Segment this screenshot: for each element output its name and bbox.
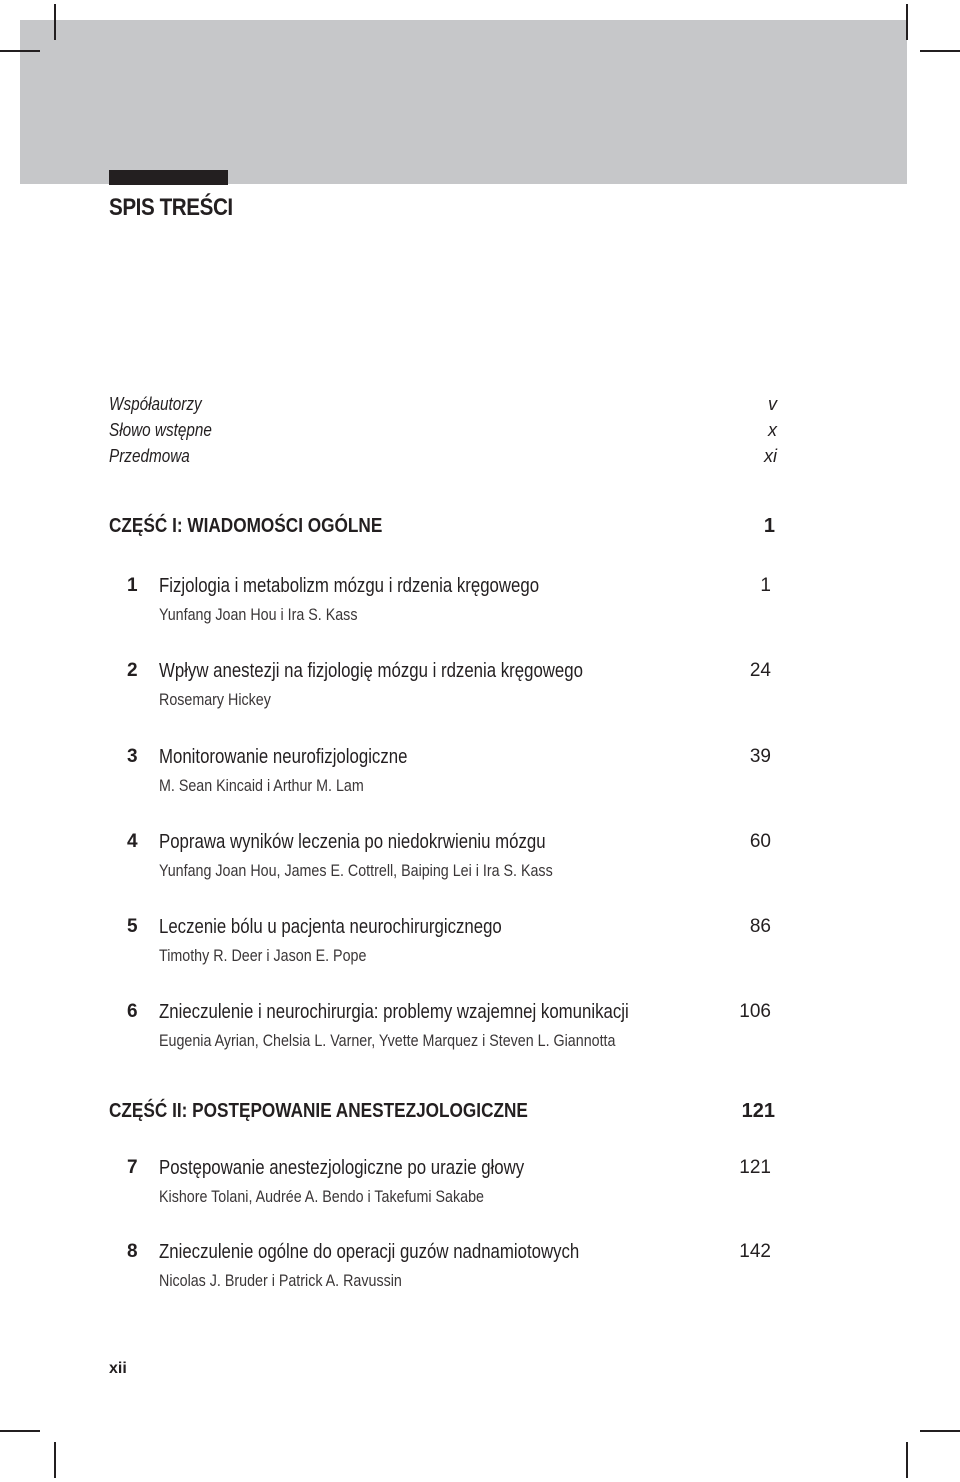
chapter-authors: Timothy R. Deer i Jason E. Pope xyxy=(159,946,367,965)
chapter-page: 121 xyxy=(739,1157,771,1178)
toc-front-entry[interactable] xyxy=(109,446,777,472)
toc-front-entry[interactable] xyxy=(109,394,777,420)
chapter-authors: Yunfang Joan Hou, James E. Cottrell, Baiping Lei i Ira S. Kass xyxy=(159,861,553,880)
toc-chapter[interactable] xyxy=(109,575,775,635)
chapter-title: Fizjologia i metabolizm mózgu i rdzenia kręgowego xyxy=(159,575,540,597)
crop-mark xyxy=(0,50,40,52)
chapter-number: 4 xyxy=(127,831,138,852)
toc-part-page: 1 xyxy=(763,515,775,537)
toc-chapter[interactable] xyxy=(109,746,775,806)
toc-front-page: xi xyxy=(764,446,777,466)
crop-mark xyxy=(906,1442,908,1478)
chapter-page: 1 xyxy=(760,575,771,596)
chapter-title: Poprawa wyników leczenia po niedokrwieniu mózgu xyxy=(159,831,546,853)
toc-chapter[interactable] xyxy=(109,831,775,891)
chapter-page: 106 xyxy=(739,1001,771,1022)
chapter-page: 60 xyxy=(749,831,771,852)
title-accent-bar xyxy=(109,170,228,185)
chapter-title: Znieczulenie ogólne do operacji guzów nadnamiotowych xyxy=(159,1241,580,1263)
crop-mark xyxy=(920,50,960,52)
chapter-number: 2 xyxy=(127,660,138,681)
crop-mark xyxy=(0,1430,40,1432)
chapter-authors: Eugenia Ayrian, Chelsia L. Varner, Yvette Marquez i Steven L. Giannotta xyxy=(159,1031,616,1050)
chapter-page: 86 xyxy=(749,916,771,937)
crop-mark xyxy=(54,4,56,40)
crop-mark xyxy=(906,4,908,40)
chapter-authors: Kishore Tolani, Audrée A. Bendo i Takefumi Sakabe xyxy=(159,1187,484,1206)
chapter-title: Monitorowanie neurofizjologiczne xyxy=(159,746,408,768)
chapter-authors: Rosemary Hickey xyxy=(159,690,271,709)
chapter-number: 6 xyxy=(127,1001,138,1022)
chapter-title: Leczenie bólu u pacjenta neurochirurgicznego xyxy=(159,916,502,938)
toc-front-page: x xyxy=(768,420,777,440)
page-title: SPIS TREŚCI xyxy=(109,194,233,221)
toc-chapter[interactable] xyxy=(109,1001,775,1061)
chapter-page: 24 xyxy=(749,660,771,681)
toc-chapter[interactable] xyxy=(109,916,775,976)
toc-chapter[interactable] xyxy=(109,1241,775,1301)
toc-part-heading[interactable] xyxy=(109,515,775,543)
crop-mark xyxy=(920,1430,960,1432)
toc-part-heading[interactable] xyxy=(109,1100,775,1128)
toc-part-page: 121 xyxy=(741,1100,775,1122)
chapter-title: Wpływ anestezji na fizjologię mózgu i rdzenia kręgowego xyxy=(159,660,583,682)
header-band xyxy=(20,20,907,184)
chapter-number: 5 xyxy=(127,916,138,937)
toc-part-title: CZĘŚĆ I: WIADOMOŚCI OGÓLNE xyxy=(109,515,383,537)
page-number: xii xyxy=(109,1360,127,1377)
toc-chapter[interactable] xyxy=(109,1157,775,1217)
chapter-number: 3 xyxy=(127,746,138,767)
toc-part-title: CZĘŚĆ II: POSTĘPOWANIE ANESTEZJOLOGICZNE xyxy=(109,1100,528,1122)
chapter-authors: Yunfang Joan Hou i Ira S. Kass xyxy=(159,605,358,624)
chapter-authors: Nicolas J. Bruder i Patrick A. Ravussin xyxy=(159,1271,402,1290)
toc-front-page: v xyxy=(768,394,777,414)
chapter-title: Postępowanie anestezjologiczne po urazie głowy xyxy=(159,1157,525,1179)
chapter-authors: M. Sean Kincaid i Arthur M. Lam xyxy=(159,776,364,795)
toc-chapter[interactable] xyxy=(109,660,775,720)
toc-front-label: Współautorzy xyxy=(109,394,202,414)
toc-front-label: Słowo wstępne xyxy=(109,420,212,440)
chapter-number: 7 xyxy=(127,1157,138,1178)
chapter-number: 8 xyxy=(127,1241,138,1262)
chapter-page: 39 xyxy=(749,746,771,767)
toc-front-entry[interactable] xyxy=(109,420,777,446)
toc-front-label: Przedmowa xyxy=(109,446,190,466)
chapter-title: Znieczulenie i neurochirurgia: problemy wzajemnej komunikacji xyxy=(159,1001,629,1023)
crop-mark xyxy=(54,1442,56,1478)
chapter-page: 142 xyxy=(739,1241,771,1262)
chapter-number: 1 xyxy=(127,575,138,596)
